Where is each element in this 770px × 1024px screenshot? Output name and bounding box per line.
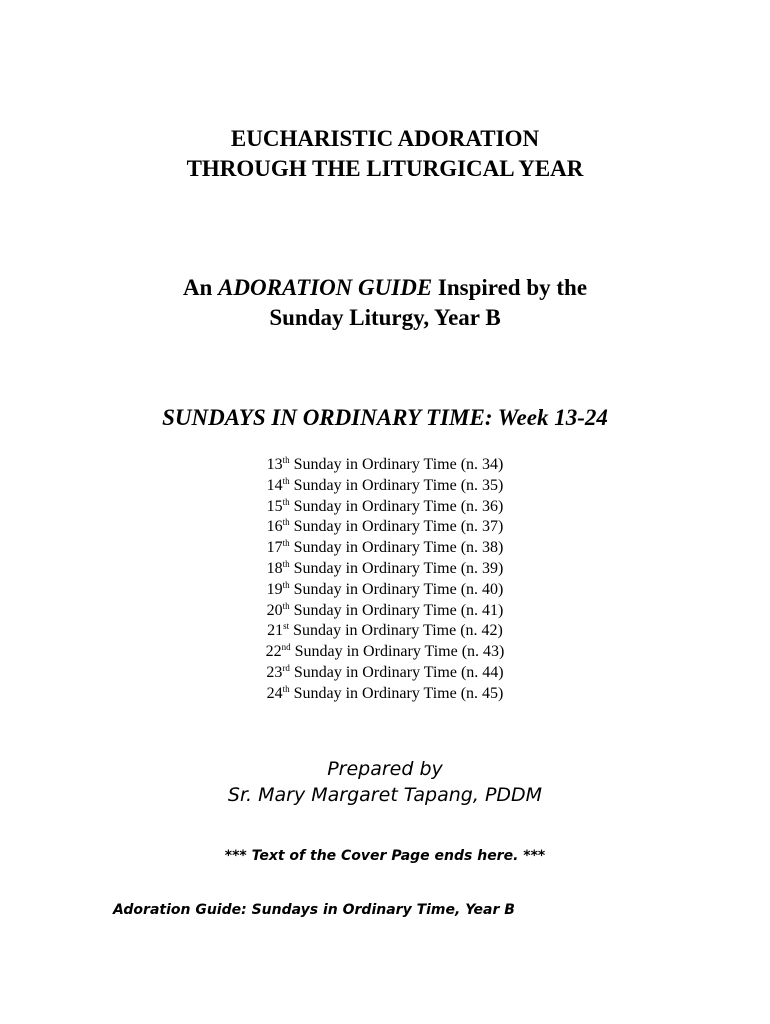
sunday-number: 22	[265, 643, 282, 661]
sunday-number: 20	[266, 601, 283, 619]
list-item	[0, 559, 770, 580]
title-line-2: THROUGH THE LITURGICAL YEAR	[186, 156, 584, 181]
sunday-number: 19	[266, 580, 283, 598]
title-line-1: EUCHARISTIC ADORATION	[230, 126, 540, 151]
ordinal-suffix: th	[282, 600, 290, 611]
ordinal-suffix: th	[282, 517, 290, 528]
sunday-text: Sunday in Ordinary Time (n. 35)	[293, 476, 504, 494]
sunday-text: Sunday in Ordinary Time (n. 41)	[293, 601, 504, 619]
ordinal-suffix: rd	[282, 662, 290, 673]
section-heading: SUNDAYS IN ORDINARY TIME: Week 13-24	[162, 405, 608, 430]
sunday-text: Sunday in Ordinary Time (n. 44)	[293, 663, 504, 681]
sunday-number: 18	[266, 559, 283, 577]
ordinal-suffix: st	[283, 621, 290, 632]
ordinal-suffix: th	[282, 579, 290, 590]
ordinal-suffix: th	[282, 496, 290, 507]
list-item	[0, 621, 770, 642]
sunday-text: Sunday in Ordinary Time (n. 38)	[293, 539, 504, 557]
ordinal-suffix: th	[282, 558, 290, 569]
list-item	[0, 476, 770, 497]
running-footer-title: Adoration Guide: Sundays in Ordinary Time, Year B	[113, 902, 515, 918]
sunday-number: 21	[267, 622, 284, 640]
ordinal-suffix: th	[282, 683, 290, 694]
sunday-list	[0, 455, 770, 705]
document-subtitle	[0, 273, 770, 333]
list-item	[0, 497, 770, 518]
list-item	[0, 538, 770, 559]
list-item	[0, 642, 770, 663]
document-title	[0, 124, 770, 184]
sunday-number: 24	[266, 684, 283, 702]
subtitle-emphasis: ADORATION GUIDE	[218, 275, 433, 300]
sunday-text: Sunday in Ordinary Time (n. 43)	[294, 643, 505, 661]
ordinal-suffix: th	[282, 538, 290, 549]
list-item	[0, 684, 770, 705]
list-item	[0, 663, 770, 684]
sunday-text: Sunday in Ordinary Time (n. 34)	[293, 456, 504, 473]
sunday-number: 13	[266, 456, 283, 473]
subtitle-line-2: Sunday Liturgy, Year B	[269, 305, 501, 330]
author-name: Sr. Mary Margaret Tapang, PDDM	[227, 784, 543, 806]
ordinal-suffix: th	[282, 455, 290, 465]
sunday-text: Sunday in Ordinary Time (n. 45)	[293, 684, 504, 702]
subtitle-line-1	[0, 273, 770, 303]
sunday-text: Sunday in Ordinary Time (n. 39)	[293, 559, 504, 577]
list-item	[0, 580, 770, 601]
sunday-text: Sunday in Ordinary Time (n. 40)	[293, 580, 504, 598]
sunday-number: 23	[266, 663, 283, 681]
sunday-text: Sunday in Ordinary Time (n. 36)	[293, 497, 504, 515]
sunday-number: 17	[266, 539, 283, 557]
cover-end-note: *** Text of the Cover Page ends here. ***	[224, 848, 546, 864]
sunday-text: Sunday in Ordinary Time (n. 42)	[293, 622, 503, 640]
list-item	[0, 517, 770, 538]
list-item	[0, 601, 770, 622]
prepared-label: Prepared by	[327, 758, 443, 780]
subtitle-prefix: An	[182, 275, 213, 300]
ordinal-suffix: nd	[281, 642, 291, 653]
ordinal-suffix: th	[282, 475, 290, 486]
list-item	[0, 455, 770, 476]
sunday-number: 15	[266, 497, 283, 515]
subtitle-suffix: Inspired by the	[437, 275, 588, 300]
sunday-number: 14	[266, 476, 283, 494]
sunday-text: Sunday in Ordinary Time (n. 37)	[293, 518, 504, 536]
sunday-number: 16	[266, 518, 283, 536]
prepared-by	[0, 756, 770, 808]
